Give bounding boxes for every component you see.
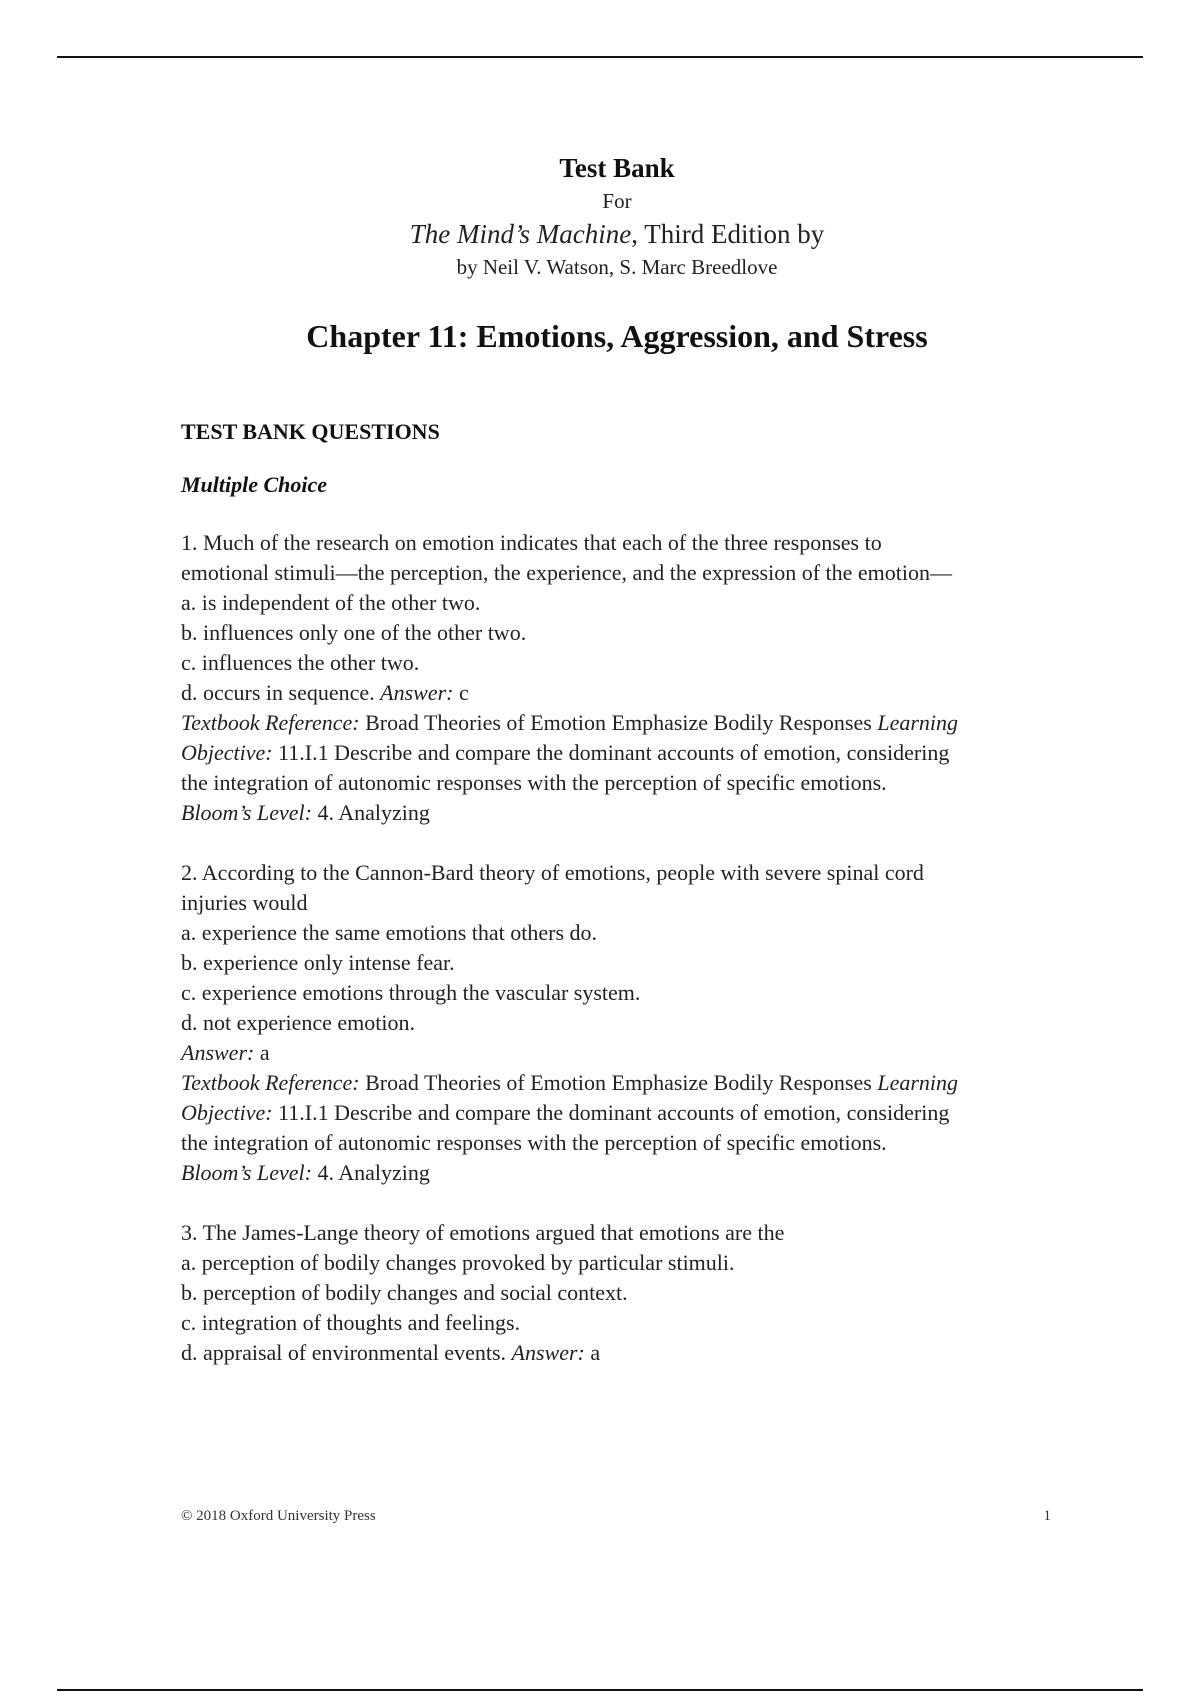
question-stem-line: 3. The James-Lange theory of emotions argued that emotions are the: [181, 1220, 785, 1245]
textbook-reference: Broad Theories of Emotion Emphasize Bodily Responses: [365, 710, 872, 735]
document-header: [0, 150, 1200, 282]
book-edition: , Third Edition by: [631, 219, 825, 249]
question-stem-line: injuries would: [181, 890, 308, 915]
answer-option: a. perception of bodily changes provoked by particular stimuli.: [181, 1250, 735, 1275]
answer-option: b. influences only one of the other two.: [181, 620, 527, 645]
question-stem-line: 2. According to the Cannon-Bard theory of emotions, people with severe spinal cord: [181, 860, 924, 885]
objective-line-continued: the integration of autonomic responses with the perception of specific emotions.: [181, 770, 887, 795]
chapter-title: Chapter 11: Emotions, Aggression, and Stress: [306, 318, 928, 354]
for-line: For: [602, 189, 632, 213]
answer-label: Answer:: [511, 1340, 585, 1365]
objective-line-continued: the integration of autonomic responses with the perception of specific emotions.: [181, 1130, 887, 1155]
authors-line: by Neil V. Watson, S. Marc Breedlove: [456, 255, 778, 279]
answer-option-with-key: [181, 678, 1061, 708]
reference-line: [181, 708, 1061, 738]
answer-option: d. not experience emotion.: [181, 1010, 415, 1035]
answer-option: b. perception of bodily changes and social context.: [181, 1280, 628, 1305]
objective-line: [181, 738, 1061, 768]
question-2: [181, 858, 1061, 1188]
answer-key: a: [259, 1040, 270, 1065]
question-stem-line: 1. Much of the research on emotion indicates that each of the three responses to: [181, 530, 882, 555]
top-rule: [57, 56, 1143, 58]
answer-option: d. occurs in sequence.: [181, 680, 375, 705]
objective-line: [181, 1098, 1061, 1128]
bottom-rule: [57, 1689, 1143, 1691]
blooms-level: 4. Analyzing: [317, 800, 430, 825]
section-heading: TEST BANK QUESTIONS: [181, 419, 440, 444]
answer-option: a. is independent of the other two.: [181, 590, 481, 615]
answer-option: c. experience emotions through the vascular system.: [181, 980, 641, 1005]
learning-label: Learning: [877, 710, 959, 735]
blooms-level-line: [181, 798, 1061, 828]
objective-label: Objective:: [181, 1100, 273, 1125]
answer-option: d. appraisal of environmental events.: [181, 1340, 507, 1365]
learning-objective: 11.I.1 Describe and compare the dominant accounts of emotion, considering: [278, 740, 950, 765]
blooms-level-label: Bloom’s Level:: [181, 800, 312, 825]
learning-objective: 11.I.1 Describe and compare the dominant accounts of emotion, considering: [278, 1100, 950, 1125]
answer-option: b. experience only intense fear.: [181, 950, 455, 975]
answer-label: Answer:: [181, 1040, 255, 1065]
reference-line: [181, 1068, 1061, 1098]
textbook-reference-label: Textbook Reference:: [181, 1070, 360, 1095]
blooms-level: 4. Analyzing: [317, 1160, 430, 1185]
blooms-level-line: [181, 1158, 1061, 1188]
objective-label: Objective:: [181, 740, 273, 765]
page-content: [181, 414, 1061, 1398]
answer-key: a: [590, 1340, 601, 1365]
textbook-reference: Broad Theories of Emotion Emphasize Bodily Responses: [365, 1070, 872, 1095]
answer-option-with-key: [181, 1338, 1061, 1368]
textbook-reference-label: Textbook Reference:: [181, 710, 360, 735]
copyright-notice: © 2018 Oxford University Press: [181, 1508, 376, 1524]
document-title: Test Bank: [559, 153, 675, 183]
page-footer: [181, 1506, 1051, 1526]
book-title-line: [0, 216, 1200, 252]
learning-label: Learning: [877, 1070, 959, 1095]
answer-label: Answer:: [380, 680, 454, 705]
answer-option: c. influences the other two.: [181, 650, 420, 675]
answer-key: c: [458, 680, 469, 705]
answer-option: c. integration of thoughts and feelings.: [181, 1310, 521, 1335]
question-stem-line: emotional stimuli—the perception, the experience, and the expression of the emotion—: [181, 560, 952, 585]
subsection-heading: Multiple Choice: [181, 472, 328, 497]
question-1: [181, 528, 1061, 828]
page-number: 1: [1043, 1508, 1051, 1524]
answer-option: a. experience the same emotions that others do.: [181, 920, 598, 945]
blooms-level-label: Bloom’s Level:: [181, 1160, 312, 1185]
question-3: [181, 1218, 1061, 1368]
answer-line: [181, 1038, 1061, 1068]
book-title: The Mind’s Machine: [409, 219, 632, 249]
